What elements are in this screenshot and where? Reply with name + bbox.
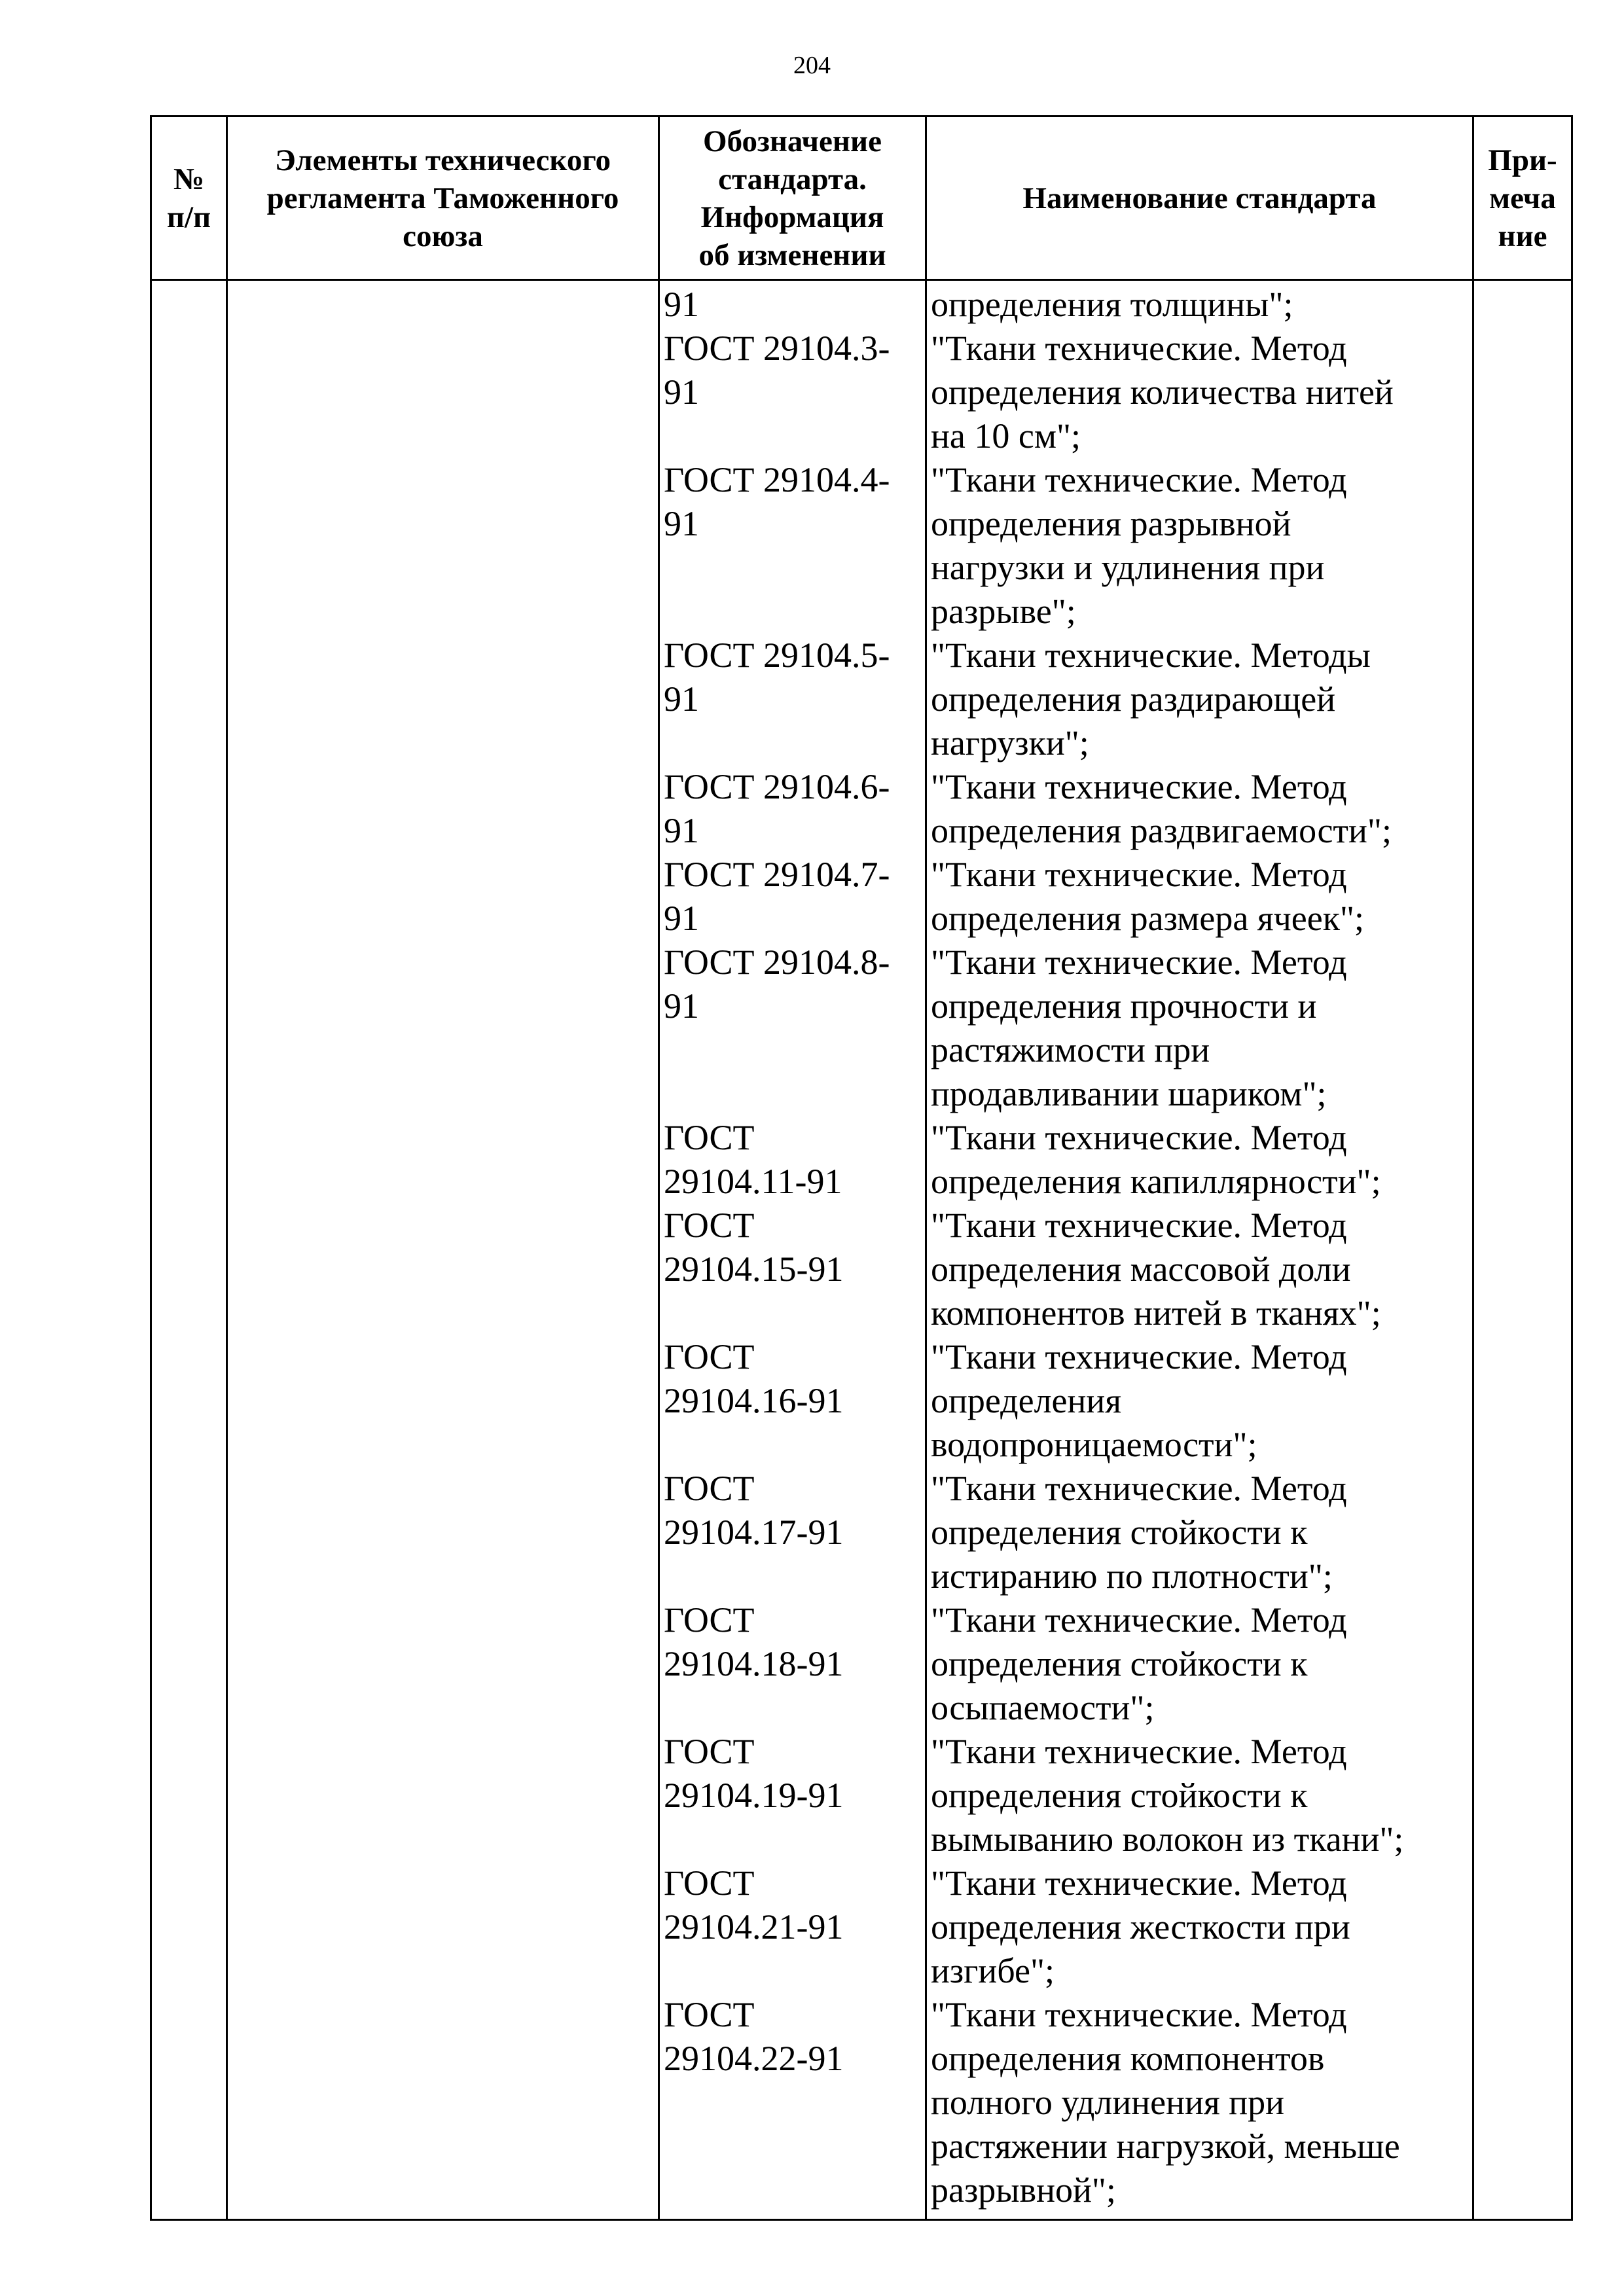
standard-name-text: продавливании шариком"; (931, 1074, 1327, 1113)
header-divider (150, 279, 1573, 281)
standard-name-text: осыпаемости"; (931, 1688, 1155, 1727)
standard-name-text: разрыве"; (931, 592, 1076, 631)
standard-name-text: полного удлинения при (931, 2083, 1285, 2122)
header-note: При- меча ние (1488, 143, 1557, 253)
standard-code-text: 29104.17-91 (664, 1513, 844, 1552)
standard-name-text: определения раздвигаемости"; (931, 811, 1392, 850)
standard-name-text: "Ткани технические. Метод (931, 460, 1347, 499)
header-elements: Элементы технического регламента Таможенного союза (266, 143, 619, 253)
header-name: Наименование стандарта (1022, 181, 1377, 215)
standard-name-text: определения раздирающей (931, 679, 1336, 719)
standard-code-text: 91 (664, 679, 699, 719)
standard-name-cell (931, 1467, 1468, 1598)
standard-code-cell (664, 941, 926, 1028)
column-divider (1472, 115, 1474, 2221)
standard-name-text: определения жесткости при (931, 1907, 1350, 1946)
standard-name-text: "Ткани технические. Метод (931, 1469, 1347, 1508)
standard-code-text: ГОСТ 29104.6- (664, 767, 890, 806)
standard-code-cell (664, 1598, 926, 1686)
standard-name-text: определения (931, 1381, 1122, 1420)
standard-name-text: "Ткани технические. Метод (931, 1732, 1347, 1771)
standard-name-cell (931, 458, 1468, 634)
standard-code-cell (664, 1335, 926, 1423)
standard-code-text: 29104.21-91 (664, 1907, 844, 1946)
standard-name-text: "Ткани технические. Методы (931, 636, 1371, 675)
standard-name-text: нагрузки"; (931, 723, 1089, 762)
standard-code-cell (664, 853, 926, 941)
standard-code-cell (664, 1730, 926, 1818)
standard-name-text: "Ткани технические. Метод (931, 1206, 1347, 1245)
standard-code-text: ГОСТ (664, 1206, 755, 1245)
standard-code-cell (664, 765, 926, 853)
standard-code-text: ГОСТ 29104.7- (664, 855, 890, 894)
standard-name-text: нагрузки и удлинения при (931, 548, 1325, 587)
standard-code-text: ГОСТ (664, 1732, 755, 1771)
standard-code-text: 29104.19-91 (664, 1776, 844, 1815)
standard-name-cell (931, 941, 1468, 1116)
header-num: № п/п (166, 162, 211, 234)
standard-name-cell (931, 1204, 1468, 1335)
standard-code-text: 29104.15-91 (664, 1249, 844, 1289)
standard-code-text: 91 (664, 504, 699, 543)
page-number: 204 (793, 52, 831, 79)
standard-name-cell (931, 1598, 1468, 1730)
standard-code-cell (664, 458, 926, 546)
standard-name-cell (931, 765, 1468, 853)
standard-name-text: вымыванию волокон из ткани"; (931, 1820, 1404, 1859)
standard-code-text: 29104.22-91 (664, 2039, 844, 2078)
standard-code-text: ГОСТ 29104.4- (664, 460, 890, 499)
standard-name-text: "Ткани технические. Метод (931, 1995, 1347, 2034)
standard-name-text: определения компонентов (931, 2039, 1325, 2078)
standard-name-text: определения разрывной (931, 504, 1291, 543)
standard-name-cell (931, 327, 1468, 458)
standard-name-text: "Ткани технические. Метод (931, 1863, 1347, 1903)
standard-name-text: определения прочности и (931, 986, 1317, 1026)
standard-name-text: истиранию по плотности"; (931, 1556, 1333, 1596)
standard-code-text: ГОСТ (664, 1337, 755, 1376)
standard-code-cell (664, 1861, 926, 1949)
standard-name-text: определения капиллярности"; (931, 1162, 1381, 1201)
standard-name-cell (931, 1116, 1468, 1204)
standard-name-cell (931, 853, 1468, 941)
standard-name-text: "Ткани технические. Метод (931, 855, 1347, 894)
standard-code-text: ГОСТ (664, 1469, 755, 1508)
standard-code-text: ГОСТ 29104.3- (664, 329, 890, 368)
standard-code-text: 29104.11-91 (664, 1162, 842, 1201)
standard-name-text: определения количества нитей (931, 372, 1394, 412)
standard-code-text: ГОСТ 29104.5- (664, 636, 890, 675)
standard-name-text: "Ткани технические. Метод (931, 1118, 1347, 1157)
standard-name-text: "Ткани технические. Метод (931, 1600, 1347, 1640)
standard-name-cell (931, 1335, 1468, 1467)
standard-code-text: 91 (664, 811, 699, 850)
standard-code-text: 91 (664, 899, 699, 938)
header-designation: Обозначение стандарта. Информация об изменении (698, 124, 886, 272)
standard-name-text: определения стойкости к (931, 1644, 1308, 1683)
standard-code-text: 91 (664, 986, 699, 1026)
standard-name-text: "Ткани технические. Метод (931, 1337, 1347, 1376)
standard-name-cell (931, 1861, 1468, 1993)
standard-name-cell (931, 1730, 1468, 1861)
column-divider (658, 115, 660, 2221)
standard-name-text: разрывной"; (931, 2170, 1116, 2210)
standard-name-text: растяжении нагрузкой, меньше (931, 2126, 1400, 2166)
standard-code-text: ГОСТ (664, 1600, 755, 1640)
standard-code-cell (664, 327, 926, 414)
standard-code-text: ГОСТ 29104.8- (664, 942, 890, 982)
standard-name-text: на 10 см"; (931, 416, 1081, 456)
standard-code-cell (664, 1993, 926, 2081)
standard-name-text: водопроницаемости"; (931, 1425, 1257, 1464)
standard-name-text: определения толщины"; (931, 285, 1293, 324)
standard-name-text: "Ткани технические. Метод (931, 329, 1347, 368)
standard-name-cell (931, 1993, 1468, 2212)
standard-name-text: растяжимости при (931, 1030, 1210, 1069)
standard-code-text: 29104.16-91 (664, 1381, 844, 1420)
standard-code-text: 29104.18-91 (664, 1644, 844, 1683)
column-divider (226, 115, 228, 2221)
standard-name-text: компонентов нитей в тканях"; (931, 1293, 1381, 1333)
standard-code-cell (664, 1467, 926, 1554)
standard-code-text: 91 (664, 372, 699, 412)
standard-name-text: изгибе"; (931, 1951, 1055, 1990)
standard-code-cell (664, 1116, 926, 1204)
standard-code-text: 91 (664, 285, 699, 324)
standard-name-text: определения размера ячеек"; (931, 899, 1365, 938)
standard-code-text: ГОСТ (664, 1863, 755, 1903)
standard-code-cell (664, 283, 926, 327)
standard-name-cell (931, 634, 1468, 765)
standard-name-text: определения массовой доли (931, 1249, 1351, 1289)
standard-code-text: ГОСТ (664, 1118, 755, 1157)
standard-name-text: "Ткани технические. Метод (931, 767, 1347, 806)
standard-name-text: определения стойкости к (931, 1513, 1308, 1552)
standard-name-text: определения стойкости к (931, 1776, 1308, 1815)
standard-name-text: "Ткани технические. Метод (931, 942, 1347, 982)
standard-name-cell (931, 283, 1468, 327)
standard-code-text: ГОСТ (664, 1995, 755, 2034)
standard-code-cell (664, 1204, 926, 1291)
standard-code-cell (664, 634, 926, 721)
